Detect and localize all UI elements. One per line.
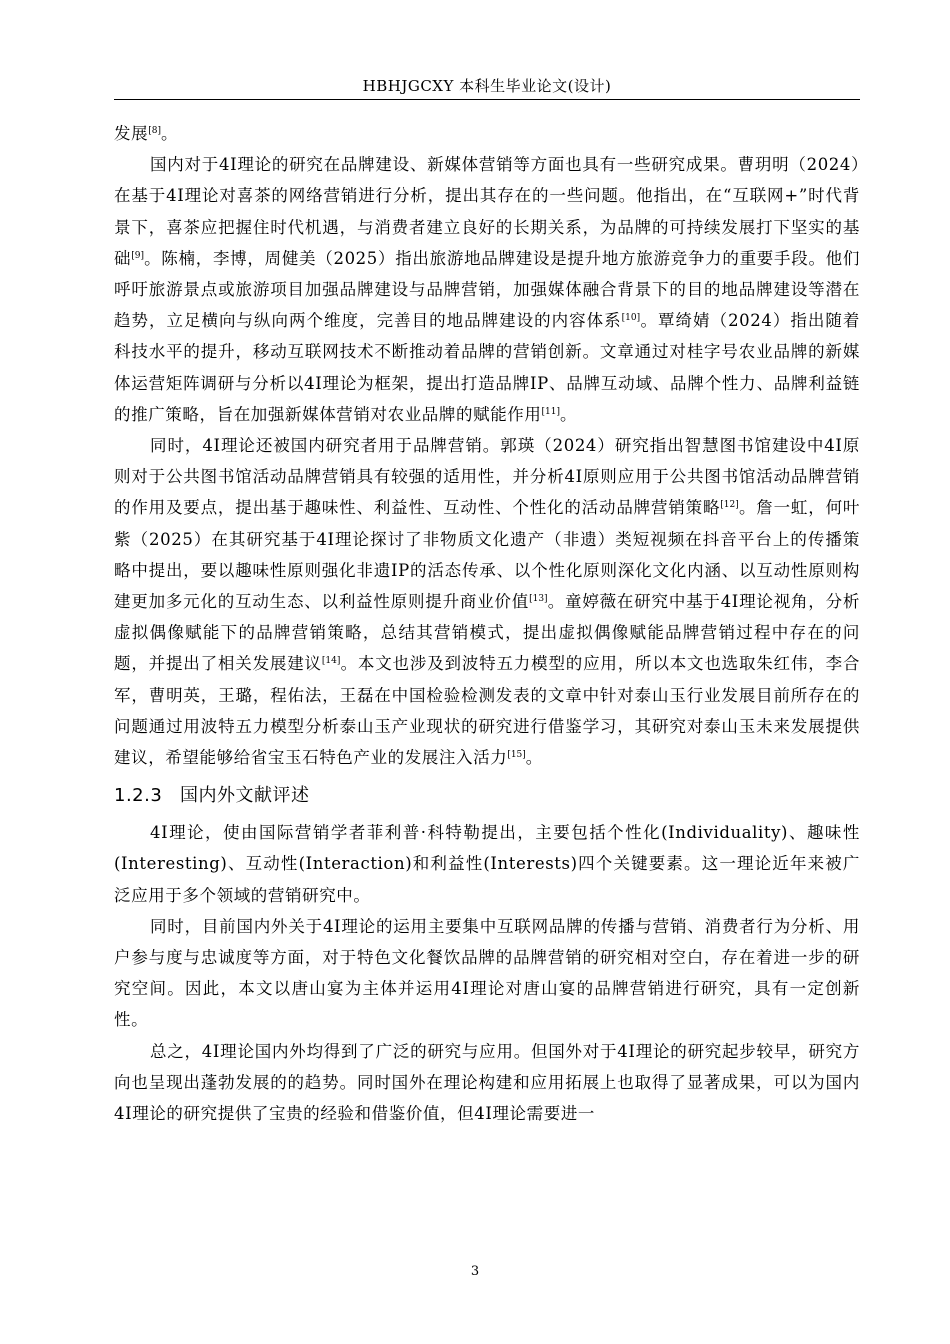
text-run: 。詹一虹，何叶紫（2025）在其研究基于4I理论探讨了非物质文化遗产（非遗）类短视频在抖音平台上的传播策略中提出，要以趣味性原则强化非遗IP的活态传承、以个性化原则深化文化内涵、以互动性原则构建更加多元化的互动生态、以利益性原则提升商业价值 xyxy=(114,498,861,612)
header-rule xyxy=(114,99,860,100)
section-heading xyxy=(114,781,860,811)
paragraph-summary: 总之，4I理论国内外均得到了广泛的研究与应用。但国外对于4I理论的研究起步较早，研究方向也呈现出蓬勃发展的的趋势。同时国外在理论构建和应用拓展上也取得了显著成果，可以为国内4I理论的研究提供了宝贵的经验和借鉴价值，但4I理论需要进一 xyxy=(114,1041,860,1124)
document-body xyxy=(114,118,860,1129)
citation-ref: [10] xyxy=(621,313,641,324)
text-run: 。陈楠，李博，周健美（2025）指出旅游地品牌建设是提升地方旅游竞争力的重要手段。他们呼吁旅游景点或旅游项目加强品牌建设与品牌营销，加强媒体融合背景下的目的地品牌建设等潜在趋势，立足横向与纵向两个维度，完善目的地品牌建设的内容体系 xyxy=(114,248,860,331)
text-run: 。童婷薇在研究中基于4I理论视角，分析虚拟偶像赋能下的品牌营销策略，总结其营销模式，提出虚拟偶像赋能品牌营销过程中存在的问题，并提出了相关发展建议 xyxy=(114,592,860,674)
text-run: 国内对于4I理论的研究在品牌建设、新媒体营销等方面也具有一些研究成果。曹玥明（2024）在基于4I理论对喜茶的网络营销进行分析，提出其存在的一些问题。他指出，在“互联网+”时代背景下，喜茶应把握住时代机遇，与消费者建立良好的长期关系，为品牌的可持续发展打下坚实的基础 xyxy=(114,155,860,268)
paragraph-continuation xyxy=(114,118,860,149)
citation-ref: [11] xyxy=(541,406,560,417)
paragraph-4i-definition: 4I理论，使由国际营销学者菲利普·科特勒提出，主要包括个性化(Individuality)、趣味性(Interesting)、互动性(Interaction)和利益性(Interests)四个关键要素。这一理论近年来被广泛应用于多个领域的营销研究中。 xyxy=(114,823,860,905)
page-header: HBHJGCXY 本科生毕业论文(设计) xyxy=(362,77,612,95)
text-run: 。本文也涉及到波特五力模型的应用，所以本文也选取朱红伟，李合军，曹明英，王璐，程佑法，王磊在中国检验检测发表的文章中针对泰山玉行业发展目前所存在的问题通过用波特五力模型分析泰山玉产业现状的研究进行借鉴学习，其研究对泰山玉未来发展提供建议，希望能够给省宝玉石特色产业的发展注入活力 xyxy=(114,654,861,768)
citation-ref: [12] xyxy=(720,500,739,511)
paragraph-domestic-research xyxy=(114,149,860,430)
paragraph-brand-marketing-research xyxy=(114,430,860,773)
citation-ref: [15] xyxy=(507,750,526,761)
text-run: 。 xyxy=(559,404,578,424)
text-run: 。覃绮婧（2024）指出随着科技水平的提升，移动互联网技术不断推动着品牌的营销创新。文章通过对桂字号农业品牌的新媒体运营矩阵调研与分析以4I理论为框架，提出打造品牌IP、品牌互动域、品牌个性力、品牌利益链的推广策略，旨在加强新媒体营销对农业品牌的赋能作用 xyxy=(114,311,860,424)
section-number: 1.2.3 xyxy=(114,785,163,807)
citation-ref: [14] xyxy=(321,656,341,667)
section-title: 国内外文献评述 xyxy=(180,785,310,807)
text-run: 发展 xyxy=(114,124,149,143)
paragraph-research-gap: 同时，目前国内外关于4I理论的运用主要集中互联网品牌的传播与营销、消费者行为分析、用户参与度与忠诚度等方面，对于特色文化餐饮品牌的品牌营销的研究相对空白，存在着进一步的研究空间。因此，本文以唐山宴为主体并运用4I理论对唐山宴的品牌营销进行研究，具有一定创新性。 xyxy=(114,916,860,1030)
page-number: 3 xyxy=(470,1264,480,1279)
text-run: 同时，4I理论还被国内研究者用于品牌营销。郭瑛（2024）研究指出智慧图书馆建设中4I原则对于公共图书馆活动品牌营销具有较强的适用性，并分析4I原则应用于公共图书馆活动品牌营销的作用及要点，提出基于趣味性、利益性、互动性、个性化的活动品牌营销策略 xyxy=(114,436,860,518)
text-run: 。 xyxy=(525,748,543,768)
citation-ref: [9] xyxy=(131,250,144,261)
citation-ref: [8] xyxy=(148,126,161,136)
text-run: 。 xyxy=(160,124,179,143)
citation-ref: [13] xyxy=(529,594,548,605)
